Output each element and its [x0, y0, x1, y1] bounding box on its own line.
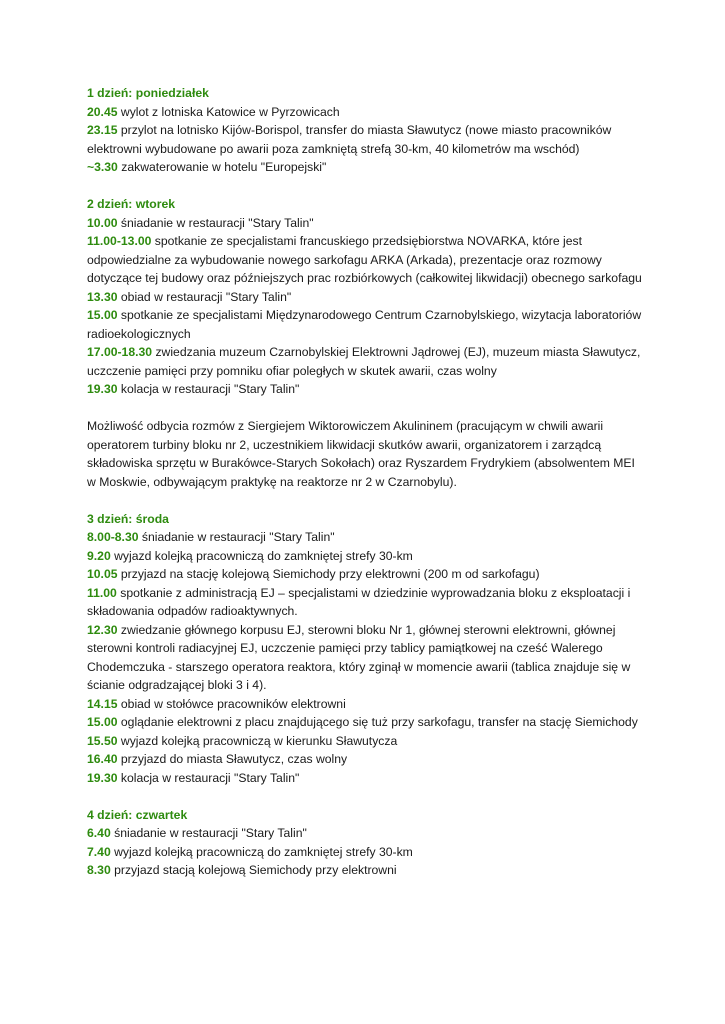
item-text: wyjazd kolejką pracowniczą do zamkniętej strefy 30-km [114, 844, 413, 859]
item-text: śniadanie w restauracji "Stary Talin" [141, 530, 335, 544]
item-text: spotkanie ze specjalistami Międzynarodowego Centrum Czarnobylskiego, wizytacja laboratoriów radioekologicznych [87, 308, 642, 341]
item-text: przyjazd do miasta Sławutycz, czas wolny [120, 752, 348, 766]
item-text: śniadanie w restauracji "Stary Talin" [120, 215, 314, 230]
item-text: zwiedzanie głównego korpusu EJ, sterowni bloku Nr 1, głównej sterowni elektrowni, głównej sterowni kontroli radiacyjnej EJ, uczczenie pamięci przy tablicy pamiątkowej na cześć Walerego Chodemczuka - starszego operatora reaktora, który zginął w momencie awarii (tablica znajduje się w ścianie odgradzającej bloki 3 i 4). [87, 622, 631, 692]
item-time: 15.00 [87, 308, 118, 322]
itinerary-document [87, 84, 647, 880]
item-text: zakwaterowanie w hotelu "Europejski" [121, 160, 327, 174]
spacer [87, 491, 647, 510]
schedule-item [87, 732, 647, 751]
schedule-item [87, 713, 647, 732]
day-section [87, 84, 647, 177]
item-time: 10.00 [87, 215, 118, 230]
item-text: spotkanie ze specjalistami francuskiego przedsiębiorstwa NOVARKA, które jest odpowiedzialne za wybudowanie nowego sarkofagu ARKA (Arkada), prezentacje oraz rozmowy dotyczące tej budowy oraz późniejszych prac rozbiórkowych (całkowitej likwidacji) obecnego sarkofagu [87, 234, 642, 285]
schedule-item [87, 584, 647, 621]
item-time: 14.15 [87, 696, 118, 711]
item-text: wyjazd kolejką pracowniczą do zamkniętej strefy 30-km [114, 548, 413, 563]
item-time: 7.40 [87, 844, 111, 859]
item-time: 9.20 [87, 548, 111, 563]
spacer [87, 399, 647, 418]
item-text: kolacja w restauracji "Stary Talin" [120, 770, 300, 785]
schedule-item [87, 769, 647, 788]
item-time: 15.00 [87, 715, 118, 729]
item-text: śniadanie w restauracji "Stary Talin" [114, 826, 307, 840]
schedule-item [87, 343, 647, 380]
schedule-item [87, 214, 647, 233]
item-time: ~3.30 [87, 160, 118, 174]
item-time: 17.00-18.30 [87, 345, 153, 359]
schedule-item [87, 547, 647, 566]
day-section [87, 510, 647, 788]
schedule-item [87, 121, 647, 158]
item-text: obiad w stołówce pracowników elektrowni [120, 696, 346, 711]
schedule-item [87, 232, 647, 288]
schedule-item [87, 824, 647, 843]
item-time: 19.30 [87, 382, 118, 396]
schedule-item [87, 306, 647, 343]
item-text: wylot z lotniska Katowice w Pyrzowicach [120, 104, 340, 119]
item-text: oglądanie elektrowni z placu znajdującego się tuż przy sarkofagu, transfer na stację Siemichody [120, 715, 638, 729]
item-time: 8.00-8.30 [87, 530, 139, 544]
item-text: przyjazd na stację kolejową Siemichody przy elektrowni (200 m od sarkofagu) [120, 567, 540, 581]
item-text: wyjazd kolejką pracowniczą w kierunku Sławutycza [120, 733, 398, 748]
item-text: kolacja w restauracji "Stary Talin" [120, 382, 300, 396]
item-time: 15.50 [87, 733, 118, 748]
item-text: przylot na lotnisko Kijów-Borispol, transfer do miasta Sławutycz (nowe miasto pracowników elektrowni wybudowane po awarii poza zamkniętą strefą 30-km, 40 kilometrów ma wschód) [87, 123, 612, 156]
item-time: 16.40 [87, 752, 118, 766]
item-time: 19.30 [87, 770, 118, 785]
schedule-item [87, 695, 647, 714]
item-time: 13.30 [87, 289, 118, 304]
item-time: 10.05 [87, 567, 118, 581]
day-section [87, 806, 647, 880]
schedule-item [87, 380, 647, 399]
day-title: 1 dzień: poniedziałek [87, 86, 209, 100]
day-note: Możliwość odbycia rozmów z Siergiejem Wiktorowiczem Akulininem (pracującym w chwili awarii operatorem turbiny bloku nr 2, uczestnikiem likwidacji skutków awarii, organizatorem i zarządcą składowiska sprzętu w Burakówce-Starych Sokołach) oraz Ryszardem Frydrykiem (absolwentem MEI w Moskwie, odbywającym praktykę na reaktorze nr 2 w Czarnobylu). [87, 419, 635, 489]
schedule-item [87, 843, 647, 862]
item-time: 23.15 [87, 123, 118, 137]
item-time: 20.45 [87, 104, 118, 119]
item-time: 12.30 [87, 622, 118, 637]
item-time: 6.40 [87, 826, 111, 840]
item-text: spotkanie z administracją EJ – specjalistami w dziedzinie wyprowadzania bloku z eksploatacji i składowania odpadów radioaktywnych. [87, 585, 631, 618]
item-time: 8.30 [87, 863, 111, 877]
day-title: 4 dzień: czwartek [87, 807, 188, 822]
item-time: 11.00 [87, 585, 117, 600]
schedule-item [87, 621, 647, 695]
schedule-item [87, 750, 647, 769]
spacer [87, 177, 647, 196]
spacer [87, 787, 647, 806]
day-title: 3 dzień: środa [87, 511, 169, 526]
schedule-item [87, 103, 647, 122]
schedule-item [87, 528, 647, 547]
item-time: 11.00-13.00 [87, 234, 152, 248]
item-text: przyjazd stacją kolejową Siemichody przy elektrowni [114, 863, 397, 877]
schedule-item [87, 861, 647, 880]
schedule-item [87, 565, 647, 584]
schedule-item [87, 158, 647, 177]
day-title: 2 dzień: wtorek [87, 197, 176, 211]
item-text: obiad w restauracji "Stary Talin" [120, 289, 292, 304]
item-text: zwiedzania muzeum Czarnobylskiej Elektrowni Jądrowej (EJ), muzeum miasta Sławutycz, uczczenie pamięci przy pomniku ofiar poległych w skutek awarii, czas wolny [87, 345, 641, 378]
schedule-item [87, 288, 647, 307]
day-section [87, 195, 647, 491]
